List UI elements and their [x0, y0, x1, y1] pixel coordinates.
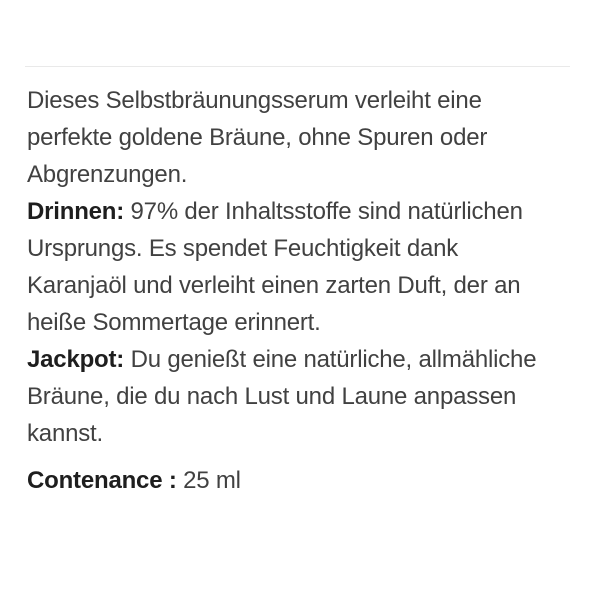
description-line: [27, 267, 592, 304]
text-segment: 97% der Inhaltsstoffe sind natürlichen: [124, 198, 523, 225]
description-line: [27, 193, 592, 230]
bold-text-segment: Jackpot:: [27, 346, 125, 373]
contenance-label: Contenance :: [27, 467, 177, 494]
contenance-value: 25 ml: [183, 467, 241, 494]
text-segment: perfekte goldene Bräune, ohne Spuren oder: [27, 124, 488, 151]
description-paragraph-jackpot: [27, 341, 592, 452]
text-segment: Dieses Selbstbräunungsserum verleiht eine: [27, 87, 482, 114]
text-segment: Ursprungs. Es spendet Feuchtigkeit dank: [27, 235, 459, 262]
contenance-row: [27, 462, 592, 499]
description-paragraph-intro: [27, 82, 592, 193]
text-segment: Karanjaöl und verleiht einen zarten Duft, der an: [27, 272, 521, 299]
description-line: [27, 304, 592, 341]
description-line: [27, 82, 592, 119]
text-segment: heiße Sommertage erinnert.: [27, 309, 321, 336]
description-line: [27, 378, 592, 415]
description-line: [27, 156, 592, 193]
description-line: [27, 230, 592, 267]
description-line: [27, 341, 592, 378]
bold-text-segment: Drinnen:: [27, 198, 125, 225]
description-paragraphs: [27, 82, 592, 452]
text-segment: Abgrenzungen.: [27, 161, 188, 188]
text-segment: kannst.: [27, 420, 103, 447]
description-line: [27, 119, 592, 156]
text-segment: Du genießt eine natürliche, allmähliche: [124, 346, 537, 373]
description-line: [27, 415, 592, 452]
text-segment: Bräune, die du nach Lust und Laune anpassen: [27, 383, 517, 410]
product-description: [27, 82, 592, 499]
description-paragraph-drinnen: [27, 193, 592, 341]
section-divider: [25, 66, 570, 67]
